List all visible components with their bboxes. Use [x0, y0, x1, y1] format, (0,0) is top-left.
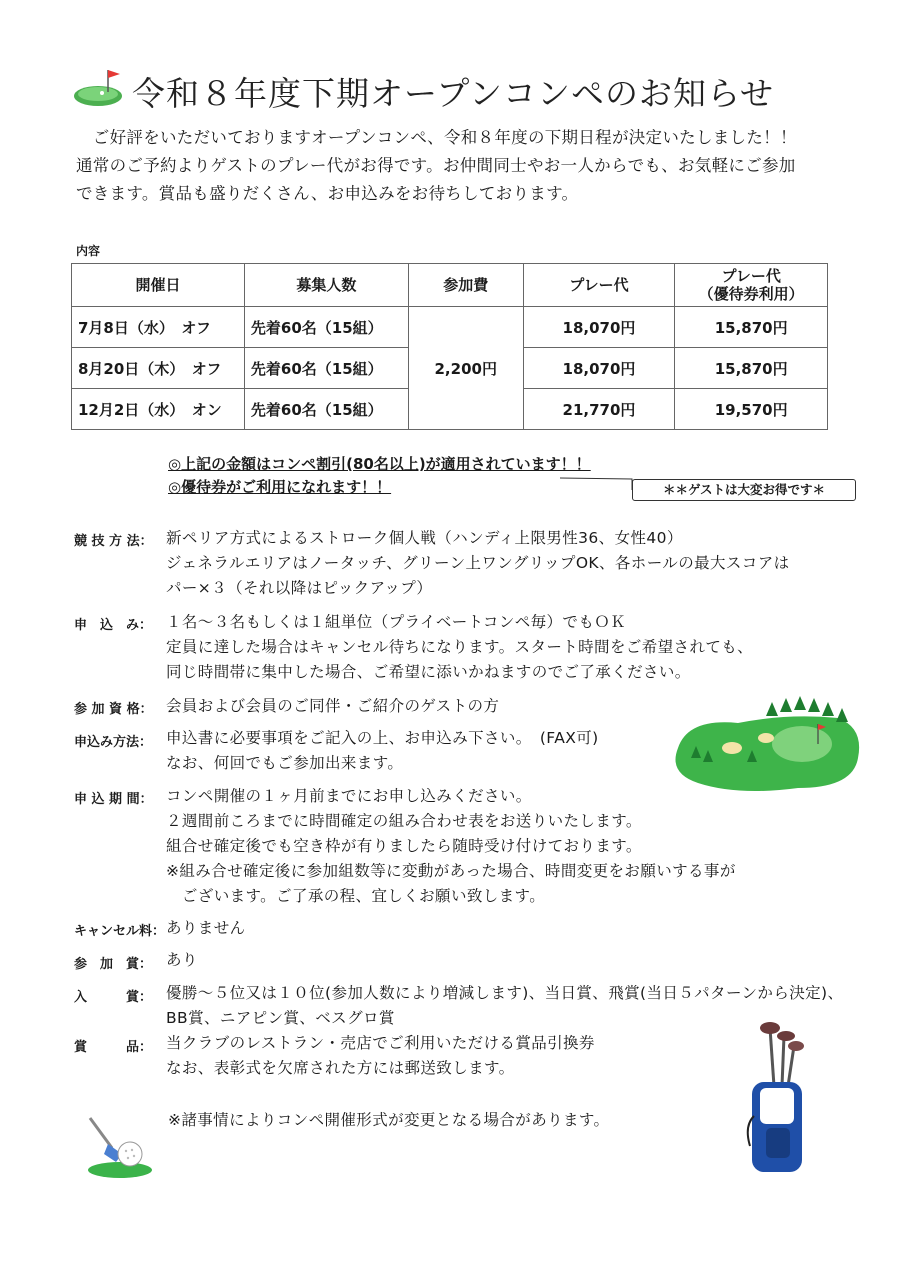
detail-label-prizes: 賞 品： — [74, 1040, 153, 1055]
row-play: 21,770円 — [523, 389, 675, 430]
row-date: 8月20日（木） オフ — [72, 348, 245, 389]
page-title: 令和８年度下期オープンコンペのお知らせ — [132, 74, 775, 113]
table-header-row — [72, 264, 828, 307]
header-play: プレー代 — [523, 264, 675, 307]
golf-club-ball-illustration — [82, 1114, 158, 1184]
row-play: 18,070円 — [523, 307, 675, 348]
detail-text-eligibility: 会員および会員のご同伴・ご紹介のゲストの方 — [166, 697, 500, 715]
header-date: 開催日 — [72, 264, 245, 307]
header-play-voucher: プレー代 （優待券利用） — [675, 264, 828, 307]
detail-label-apply: 申 込 み： — [74, 618, 153, 633]
row-capacity: 先着60名（15組） — [244, 389, 408, 430]
detail-text-participation-prize: あり — [166, 951, 198, 969]
row-fee: 2,200円 — [408, 307, 523, 430]
detail-label-participation-prize: 参 加 賞： — [74, 957, 153, 972]
row-play: 18,070円 — [523, 348, 675, 389]
row-date: 7月8日（水） オフ — [72, 307, 245, 348]
table-row — [72, 307, 828, 348]
detail-label-format: 競 技 方 法： — [74, 534, 153, 549]
golf-green-icon — [72, 66, 128, 110]
detail-label-awards: 入 賞： — [74, 990, 153, 1005]
row-play-voucher: 15,870円 — [675, 307, 828, 348]
detail-text-cancel: ありません — [166, 919, 246, 937]
detail-text-prizes: 当クラブのレストラン・売店でご利用いただける賞品引換券 なお、表彰式を欠席された方には郵送致します。 — [166, 1034, 595, 1077]
row-capacity: 先着60名（15組） — [244, 348, 408, 389]
detail-text-apply: １名～３名もしくは１組単位（プライベートコンペ毎）でもＯＫ 定員に達した場合はキャンセル待ちになります。スタート時間をご希望されても、 同じ時間帯に集中した場合、ご希望に添いかねますのでご了承ください。 — [166, 613, 754, 681]
detail-label-method: 申込み方法： — [74, 735, 153, 750]
detail-text-awards: 優勝～５位又は１０位(参加人数により増減します)、当日賞、飛賞(当日５パターンから決定)、 BB賞、ニアピン賞、ベスグロ賞 — [166, 984, 844, 1027]
schedule-table — [71, 263, 828, 430]
header-fee: 参加費 — [408, 264, 523, 307]
schedule-section-label: 内容 — [76, 244, 101, 258]
row-capacity: 先着60名（15組） — [244, 307, 408, 348]
voucher-note: ◎優待券がご利用になれます！！ — [168, 478, 392, 496]
detail-label-eligibility: 参 加 資 格： — [74, 702, 153, 717]
detail-text-method: 申込書に必要事項をご記入の上、お申込み下さい。 (FAX可) なお、何回でもご参加出来ます。 — [166, 729, 599, 772]
detail-text-format: 新ペリア方式によるストローク個人戦（ハンディ上限男性36、女性40） ジェネラルエリアはノータッチ、グリーン上ワングリップOK、各ホールの最大スコアは パー×３（それ以降はピックアップ） — [166, 529, 790, 597]
footer-note: ※諸事情によりコンペ開催形式が変更となる場合があります。 — [168, 1111, 610, 1129]
detail-text-period: コンペ開催の１ヶ月前までにお申し込みください。 ２週間前ころまでに時間確定の組み合わせ表をお送りいたします。 組合せ確定後でも空き枠が有りましたら随時受け付けております。 ※組み合せ確定後に参加組数等に変動があった場合、時間変更をお願いする事が ございます。ご了承の程、宜しくお願い致します。 — [166, 787, 736, 905]
detail-label-period: 申 込 期 間： — [74, 792, 153, 807]
header-capacity: 募集人数 — [244, 264, 408, 307]
golf-bag-illustration — [740, 1016, 816, 1178]
intro-text: ご好評をいただいておりますオープンコンペ、令和８年度の下期日程が決定いたしました！！ 通常のご予約よりゲストのプレー代がお得です。お仲間同士やお一人からでも、お気軽にご参加 できます。賞品も盛りだくさん、お申込みをお待ちしております。 — [76, 128, 797, 203]
discount-note: ◎上記の金額はコンペ割引(80名以上)が適用されています！！ — [168, 455, 591, 473]
row-play-voucher: 15,870円 — [675, 348, 828, 389]
row-date: 12月2日（水） オン — [72, 389, 245, 430]
golf-course-illustration — [668, 688, 864, 798]
row-play-voucher: 19,570円 — [675, 389, 828, 430]
guest-callout: ＊＊ゲストは大変お得です＊ — [632, 479, 856, 501]
detail-label-cancel: キャンセル料： — [74, 924, 166, 939]
